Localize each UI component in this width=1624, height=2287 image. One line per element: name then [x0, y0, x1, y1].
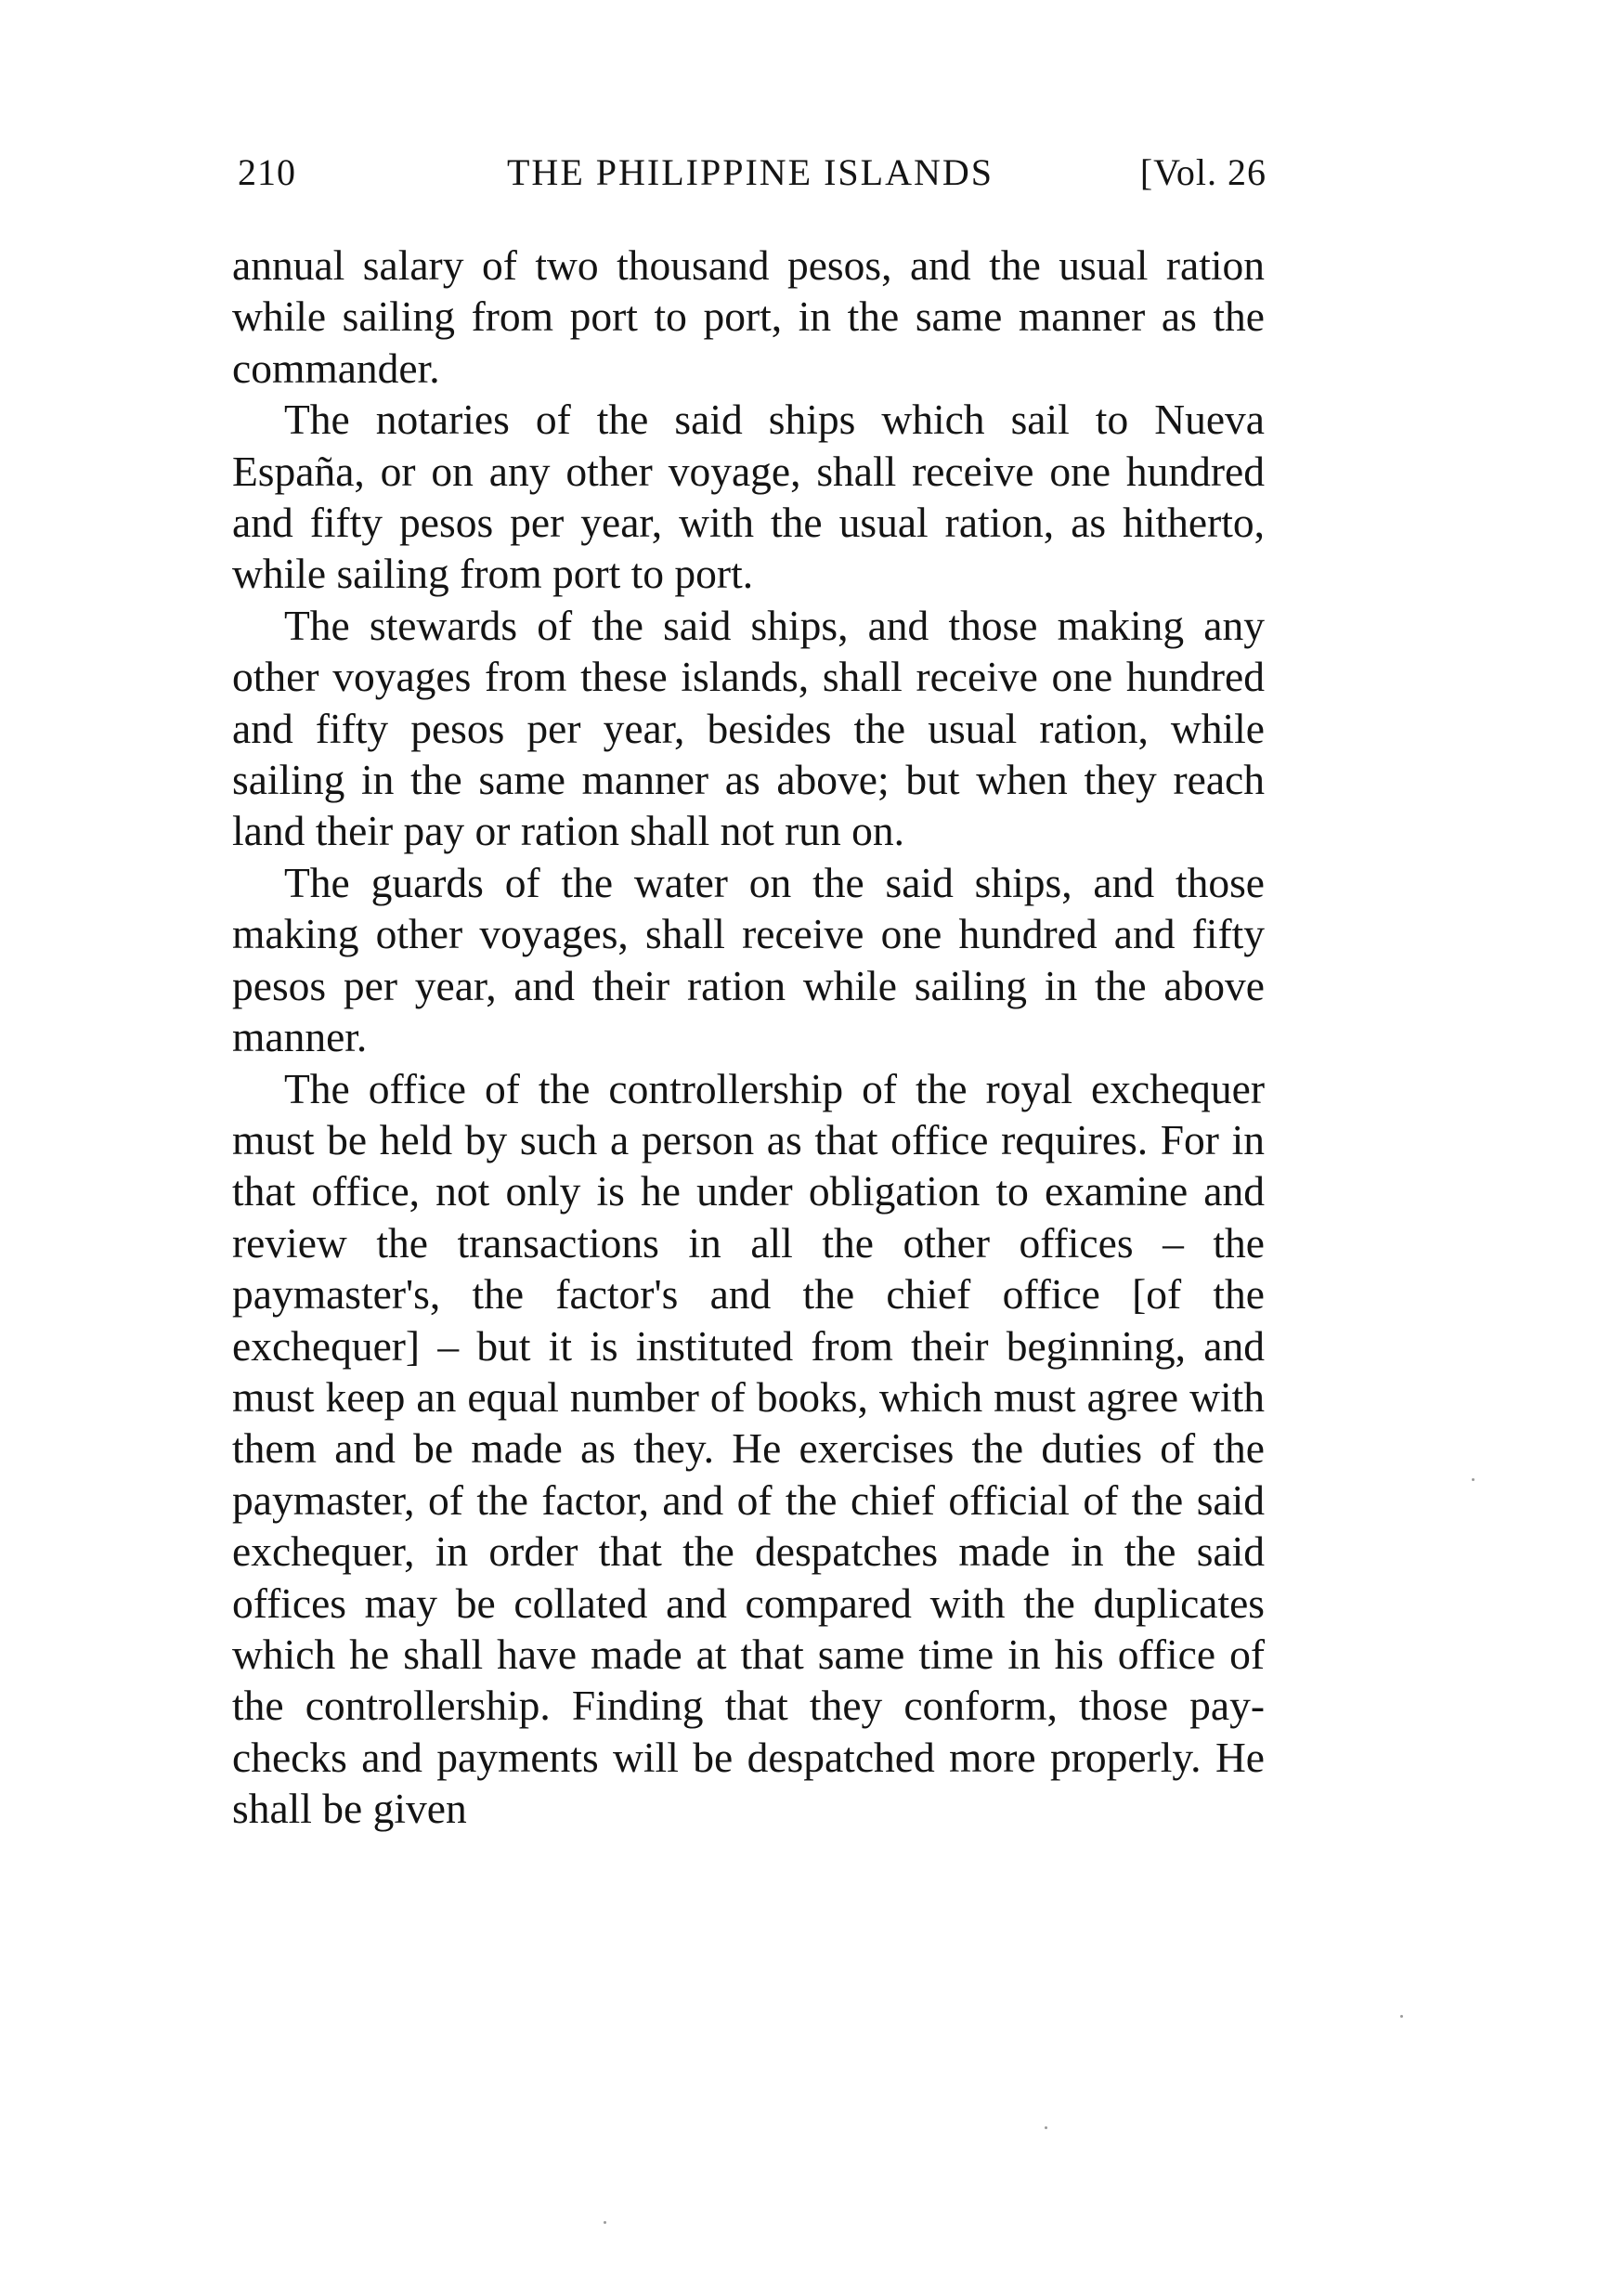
scan-speck	[1045, 2126, 1047, 2129]
page-number: 210	[238, 151, 296, 193]
paragraph-notaries: The notaries of the said ships which sail to Nueva España, or on any other voyage, shall receive one hundred and fifty pesos per year, with the usual ration, as hitherto, while sailing from port to port.	[232, 396, 1265, 598]
scan-speck	[1472, 1478, 1475, 1481]
paragraph-continued: annual salary of two thousand pesos, and the usual ration while sailing from port to port, in the same manner as the commander.	[232, 241, 1265, 392]
paragraph-water-guards: The guards of the water on the said ships, and those making other voyages, shall receive one hundred and fifty pesos per year, and their ration while sailing in the above manner.	[232, 858, 1265, 1061]
scan-speck	[1400, 2015, 1403, 2018]
paragraph-stewards: The stewards of the said ships, and those making any other voyages from these islands, shall receive one hundred and fifty pesos per year, besides the usual ration, while sailing in the same manner as above; but when they reach land their pay or ration shall not run on.	[232, 601, 1265, 855]
volume-label: [Vol. 26	[1139, 151, 1267, 193]
body-text	[232, 240, 1265, 1835]
paragraph-controllership: The office of the controllership of the royal exchequer must be held by such a person as that office requires. For in that office, not only is he under obligation to examine and review the transactions in all the other offices – the paymaster's, the factor's and the chief office [of the exchequer] – but it is instituted from their beginning, and must keep an equal number of books, which must agree with them and be made as they. He exercises the duties of the paymaster, of the factor, and of the chief official of the said exchequer, in order that the despatches made in the said offices may be collated and compared with the duplicates which he shall have made at that same time in his office of the controllership. Finding that they conform, those pay-checks and payments will be despatched more properly. He shall be given	[232, 1064, 1265, 1833]
running-header	[238, 150, 1267, 202]
scan-speck	[604, 2221, 606, 2224]
running-title: THE PHILIPPINE ISLANDS	[507, 151, 994, 193]
